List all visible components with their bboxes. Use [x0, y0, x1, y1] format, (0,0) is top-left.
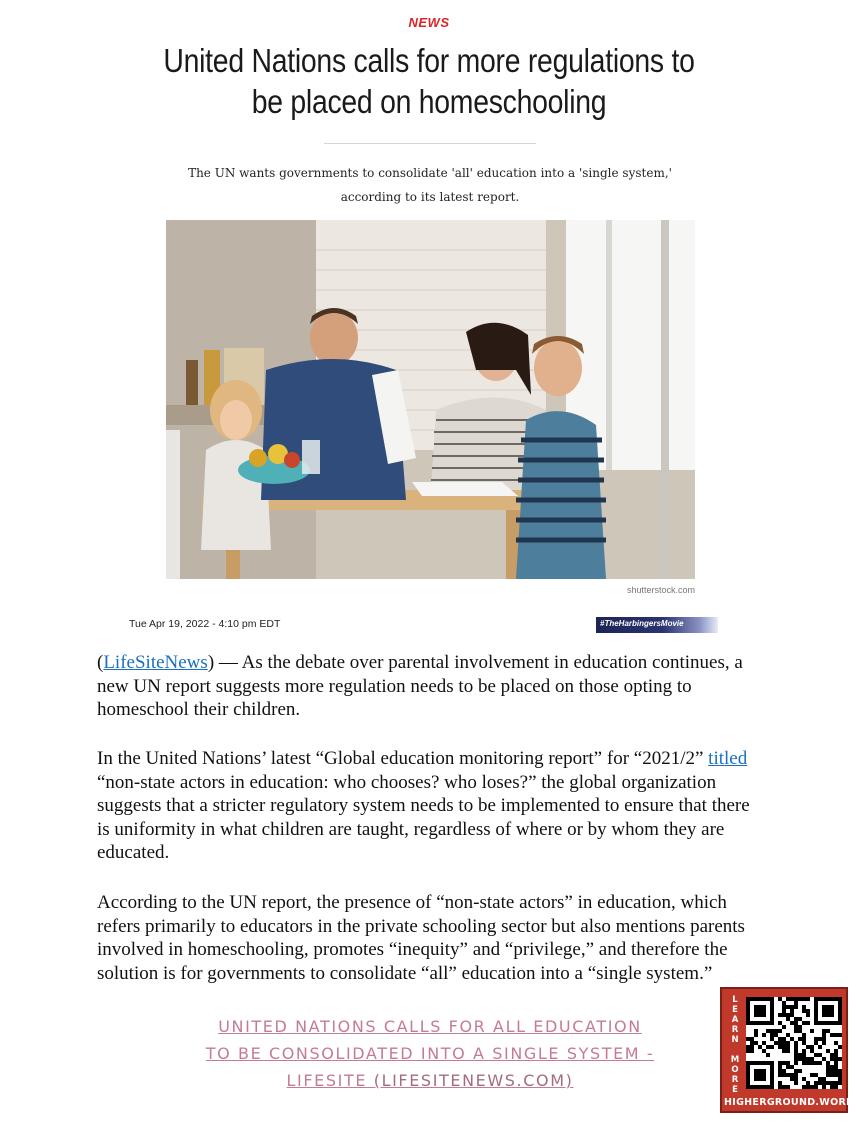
divider [324, 143, 536, 144]
paragraph-3 [97, 891, 765, 985]
p2-text-before: In the United Nations’ latest “Global education monitoring report” for “2021/2” [97, 748, 709, 769]
source-link[interactable] [180, 1013, 680, 1094]
source-link-line-1[interactable]: UNITED NATIONS CALLS FOR ALL EDUCATION [218, 1017, 642, 1036]
article-subhead: The UN wants governments to consolidate 'all' education into a 'single system,' according to its latest report. [188, 166, 672, 204]
learn-more-letter: E [732, 1085, 738, 1095]
learn-more-letter: O [731, 1065, 739, 1075]
section-label: NEWS [408, 15, 450, 30]
qr-caption: HIGHERGROUND.WORK [724, 1097, 854, 1108]
qr-code-icon[interactable] [746, 997, 842, 1089]
source-link-site-name: LIFESITE [286, 1071, 368, 1090]
learn-more-letter: N [731, 1035, 739, 1045]
learn-more-qr-promo[interactable] [720, 987, 854, 1113]
learn-more-letter: A [731, 1015, 739, 1025]
source-link-line-3[interactable] [180, 1067, 680, 1094]
article-dateline: Tue Apr 19, 2022 - 4:10 pm EDT [129, 618, 281, 630]
paragraph-2 [97, 747, 765, 865]
photo-credit: shutterstock.com [626, 585, 695, 595]
article-headline: United Nations calls for more regulations to be placed on homeschooling [163, 42, 695, 120]
promo-banner[interactable] [596, 617, 718, 633]
learn-more-letter [728, 1045, 742, 1055]
learn-more-label [728, 995, 742, 1095]
p1-open: ( [97, 652, 104, 673]
learn-more-letter: L [732, 995, 738, 1005]
lifesitenews-link[interactable]: LifeSiteNews [103, 652, 208, 673]
p1-text: ) — As the debate over parental involvement in education continues, a new UN report suggests more regulation needs to be placed on those opting to homeschool their children. [97, 652, 743, 720]
article-photo [166, 220, 695, 579]
source-link-domain: (LIFESITENEWS.COM) [373, 1071, 574, 1090]
promo-banner-text: #TheHarbingersMovie [600, 619, 684, 628]
p3-text: According to the UN report, the presence of “non-state actors” in education, which refers primarily to educators in the private schooling sector but also mentions parents involved in homeschooling, promotes “inequity” and “privilege,” and therefore the solution is for governments to consolidate “all” education into a “single system.” [97, 892, 745, 984]
source-link-line-2[interactable]: TO BE CONSOLIDATED INTO A SINGLE SYSTEM - [205, 1044, 655, 1063]
paragraph-1 [97, 651, 765, 722]
learn-more-letter: R [731, 1075, 739, 1085]
report-titled-link[interactable]: titled [708, 748, 748, 769]
learn-more-letter: E [732, 1005, 738, 1015]
learn-more-letter: R [731, 1025, 739, 1035]
p2-text-after: “non-state actors in education: who chooses? who loses?” the global organization suggests that a stricter regulatory system needs to be implemented to ensure that there is uniformity in what children are taught, regardless of where or by whom they are educated. [97, 771, 750, 863]
learn-more-letter: M [730, 1055, 740, 1065]
